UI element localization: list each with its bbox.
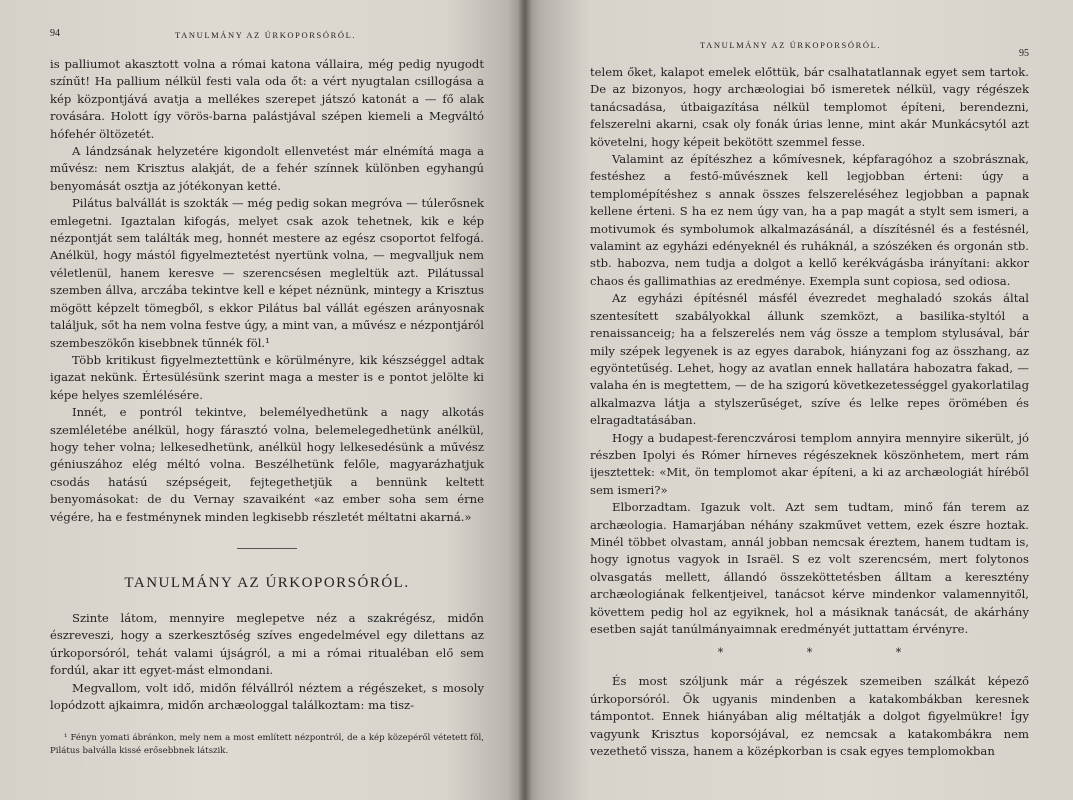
left-paragraph-2: A lándzsának helyzetére kigondolt ellenvetést már elnémítá maga a művész: nem Krisztus alakját, de a fehér színnek különben egyhangú benyomását osztja az jótékonyan ketté. [50, 144, 484, 193]
footnote: ¹ Fényn yomati ábránkon, mely nem a most említett nézpontról, de a kép közepéről vétetett föl, Pilátus balválla kissé erősebbnek látszik. [50, 733, 484, 756]
right-page [524, 0, 1073, 800]
section-divider [237, 548, 297, 549]
left-paragraph-4: Több kritikust figyelmeztettünk e körülményre, kik készséggel adtak igazat nekünk. Értesülésünk szerint maga a mester is e pontot jelölte ki képe helyes szemlélésére. [50, 352, 484, 402]
right-paragraph-2: Valamint az építészhez a kőmívesnek, képfaragóhoz a szobrásznak, festéshez a festő-művésznek kell legjobban érteni: úgy a templomépítéshez s annak összes felszereléséhez legjobban a papnak kellene érteni. S ha ez nem úgy van, ha a pap magát a stylt sem ismeri, a motivumok és symbolumok alkalmazásánál, a díszítésnél és a festésnél, valamint az egyházi edényeknél és ruháknál, a szószéken és orgonán stb. stb. habozva, nem tudja a dolgot a kellő kerékvágásba irányítani: akkor chaos és gallimathias az eredménye. Exempla sunt copiosa, sed odiosa. [590, 152, 1029, 288]
right-paragraph-4: Hogy a budapest-ferenczvárosi templom annyira mennyire sikerült, jó részben Ipolyi és Rómer hírneves régészeknek köszönhetem, mert rám ijesztettek: «Mit, ön templomot akar építeni, a ki az archæologiát híréből sem ismeri?» [590, 430, 1029, 497]
right-paragraph-6: És most szóljunk már a régészek szemeiben szálkát képező úrkoporsóról. Ők ugyanis mindenben a katakombákban keresnek támpontot. Ennek hiányában alig méltatják a dolgot figyelmükre! Így vagyunk Krisztus koporsójával, ez nemcsak a katakombákra nem vezethető vissza, hanem a középkorban is csak egyes templomokban [590, 674, 1029, 759]
left-page [0, 0, 524, 800]
right-page-number: 95 [1019, 48, 1029, 59]
book-gutter-shadow [518, 0, 532, 800]
left-paragraph-1: is palliumot akasztott volna a római katona vállaira, még pedig nyugodt színűt! Ha pallium nélkül festi vala oda őt: a vért nyugtalan csillogása a kép központjává avatja a mellékes szerepet játszó katonát a — fő alak rovására. Holott így vörös-barna palástjával szépen kiemeli a Megváltó hófehér öltözetét. [50, 57, 484, 141]
right-running-head [590, 36, 1029, 59]
right-paragraph-5: Elborzadtam. Igazuk volt. Azt sem tudtam, minő fán terem az archæologia. Hamarjában néhány szakművet vettem, ezek észre hoztak. Minél többet olvastam, annál jobban nemcsak éreztem, hanem tudtam is, hogy ignotus vagyok in Israël. S ez volt szerencsém, mert folytonos olvasgatás mellett, állandó összeköttetésben álltam a keresztény archæologiának felkentjeivel, tanácsot kérve mindenkor valamennyitől, követtem pedig hol az egyiknek, hol a másiknak tanácsát, de akárhány esetben saját tanúlmányaimnak eredményét juttattam érvényre. [590, 500, 1029, 636]
section-paragraph-1: Szinte látom, mennyire meglepetve néz a szakrégész, midőn észreveszi, hogy a szerkesztőség szíves engedelmével egy dilettans az úrkoporsóról, tehát valami újságról, a mi a római ritualéban elő sem fordúl, akar itt egyet-mást elmondani. [50, 610, 484, 678]
section-title: TANULMÁNY AZ ÚRKOPORSÓRÓL. [124, 574, 410, 591]
left-paragraph-5: Innét, e pontról tekintve, belemélyedhetünk a nagy alkotás szemléletébe anélkül, hogy fárasztó volna, belemelegedhetünk anélkül, hogy teher volna; lelkesedhetünk, anélkül hogy lelkesedésünk a művész géniuszához elég méltó volna. Beszélhetünk felőle, magyarázhatjuk csodás hatású szépségeit, fejtegethetjük a bennünk keltett benyomásokat: de du Vernay szavaiként «az ember soha sem érne végére, ha e festménynek minden legkisebb részletét méltatni akarná.» [50, 405, 484, 524]
section-break-stars: * * * [717, 646, 942, 660]
section-paragraph-2: Megvallom, volt idő, midőn félvállról néztem a régészeket, s mosoly lopódzott ajkaimra, midőn archæologgal találkoztam: ma tisz- [50, 680, 484, 712]
right-paragraph-1: telem őket, kalapot emelek előttük, bár csalhatatlannak egyet sem tartok. De az bizonyos, hogy archæologiai bő ismeretek nélkül, vagy régészek tanácsadása, útbaigazítása nélkül templomot építeni, berendezni, felszerelni akarni, csak oly fonák úrias lenne, mint akár Munkácsytól azt követelni, hogy képeit bekötött szemmel fesse. [590, 65, 1029, 149]
left-paragraph-3: Pilátus balvállát is szokták — még pedig sokan megróva — túlerősnek emlegetni. Igaztalan kifogás, melyet csak azok tehetnek, kik e kép nézpontját sem találták meg, honnét mestere az egész csoportot felfogá. Anélkül, hogy mástól figyelmeztetést nyertünk volna, — megvalljuk nem véletlenül, hanem keresve — szerencsésen megleltük azt. Pilátussal szemben állva, arczába tekintve kell e képet néznünk, mintegy a Krisztus mögött képzelt tömegből, s ekkor Pilátus bal vállát egészen arányosnak találjuk, sőt ha nem volna festve úgy, a mint van, a művész e nézpontjáról szembeszökőn kisebbnek tűnnék föl.¹ [50, 196, 484, 350]
left-running-head [50, 28, 484, 42]
right-running-head-title: TANULMÁNY AZ ÚRKOPORSÓRÓL. [700, 40, 882, 50]
right-paragraph-3: Az egyházi építésnél másfél évezredet meghaladó szokás által szentesített szabályokkal állunk szemközt, a basilika-styltól a renaissanceig; ha a felszerelés nem vág össze a templom stylusával, bár mily szépek legyenek is az egyes darabok, hiányzani fog az összhang, az egyöntetűség. Lehet, hogy az avatlan ennek hallatára habozatra fakad, — valaha én is megtettem, — de ha szigorú következetességgel gyakorlatilag alkalmazva látja a stylszerűséget, szíve és lelke repes örömében és elragadtatásában. [590, 291, 1029, 428]
left-running-head-title: TANULMÁNY AZ ÚRKOPORSÓRÓL. [175, 30, 357, 40]
left-page-number: 94 [50, 28, 60, 39]
